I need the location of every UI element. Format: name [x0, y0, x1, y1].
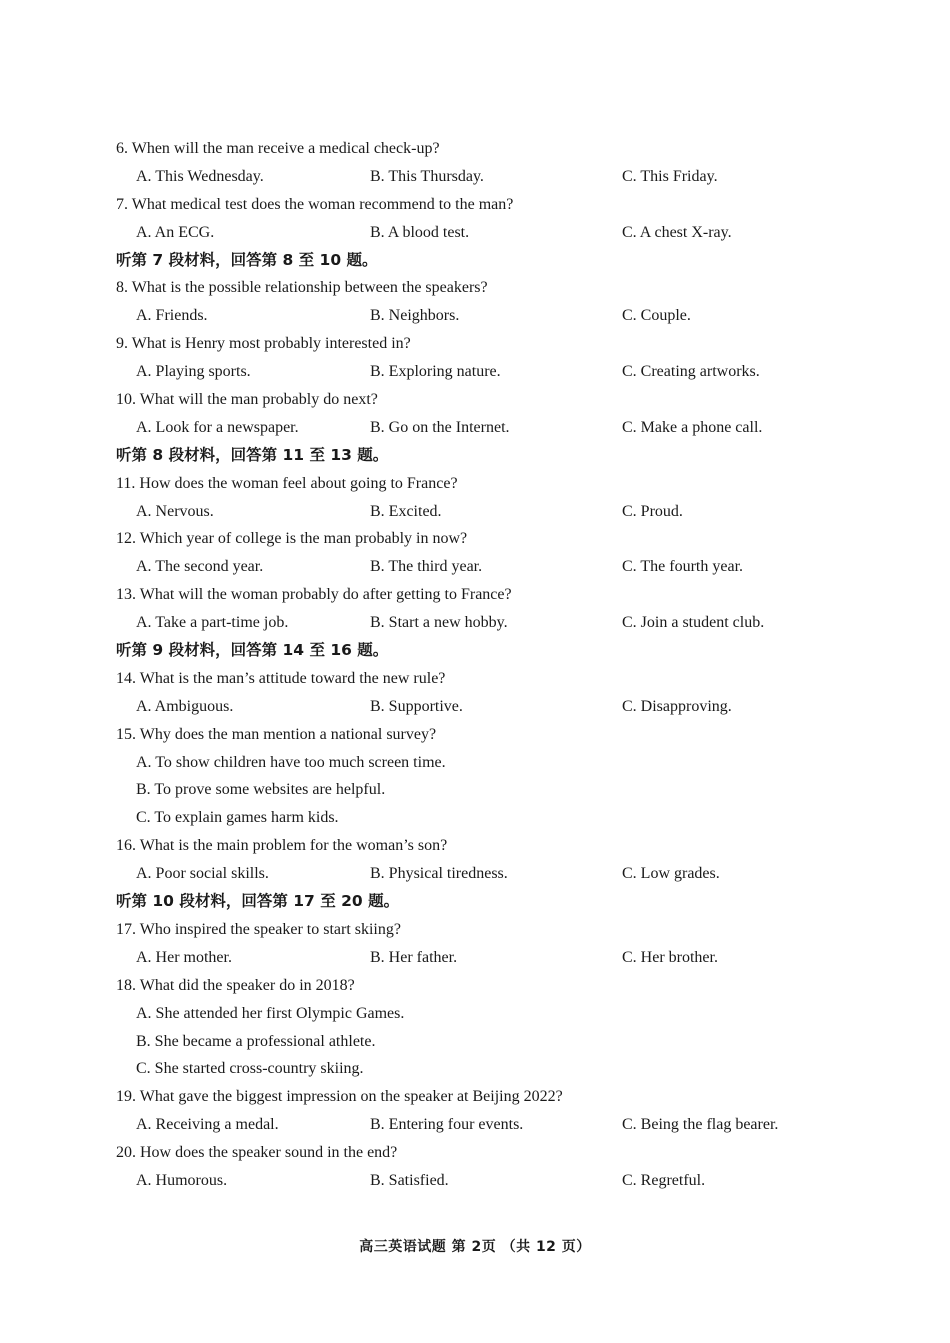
answer-option-a: A. Her mother. — [136, 948, 232, 966]
answer-option-b: B. This Thursday. — [370, 167, 484, 185]
answer-option-b: B. Go on the Internet. — [370, 418, 510, 436]
answer-option-a: A. Look for a newspaper. — [136, 418, 299, 436]
answer-option-a: A. An ECG. — [136, 223, 215, 241]
answer-options-row — [116, 860, 836, 888]
question-text: 7. What medical test does the woman recommend to the man? — [116, 195, 514, 213]
answer-options-row — [116, 414, 836, 442]
section-instruction: 听第 10 段材料，回答第 17 至 20 题。 — [116, 892, 400, 911]
answer-option-c: C. Regretful. — [622, 1171, 706, 1189]
answer-option-c: C. Creating artworks. — [622, 363, 760, 381]
answer-option-b: B. Start a new hobby. — [370, 614, 508, 632]
page-footer: 高三英语试题 第 2页 （共 12 页） — [359, 1239, 591, 1255]
answer-option-c: C. Disapproving. — [622, 697, 732, 715]
answer-option: B. She became a professional athlete. — [136, 1032, 376, 1050]
answer-option-c: C. A chest X-ray. — [622, 223, 732, 241]
answer-option-b: B. Physical tiredness. — [370, 865, 508, 883]
answer-options-row — [116, 358, 836, 386]
answer-option-a: A. Ambiguous. — [136, 697, 234, 715]
answer-option-a: A. Friends. — [136, 307, 208, 325]
answer-option-c: C. Being the flag bearer. — [622, 1116, 779, 1134]
answer-option: C. She started cross-country skiing. — [136, 1060, 364, 1078]
question-text: 10. What will the man probably do next? — [116, 391, 378, 409]
answer-option-b: B. Excited. — [370, 502, 442, 520]
answer-option-b: B. Neighbors. — [370, 307, 460, 325]
answer-option-c: C. The fourth year. — [622, 558, 744, 576]
answer-option-b: B. Entering four events. — [370, 1116, 524, 1134]
question-text: 8. What is the possible relationship between the speakers? — [116, 279, 488, 297]
question-text: 9. What is Henry most probably interested in? — [116, 335, 411, 353]
question-text: 6. When will the man receive a medical check-up? — [116, 140, 440, 157]
section-instruction: 听第 7 段材料，回答第 8 至 10 题。 — [116, 250, 378, 269]
question-text: 20. How does the speaker sound in the end? — [116, 1144, 398, 1162]
question-text: 13. What will the woman probably do after getting to France? — [116, 586, 512, 604]
answer-option-a: A. Take a part-time job. — [136, 614, 289, 632]
answer-options-row — [116, 553, 836, 581]
answer-option-c: C. Join a student club. — [622, 614, 765, 632]
question-text: 11. How does the woman feel about going to France? — [116, 474, 458, 492]
question-text: 15. Why does the man mention a national survey? — [116, 725, 437, 743]
question-text: 12. Which year of college is the man probably in now? — [116, 530, 468, 548]
answer-option-a: A. Receiving a medal. — [136, 1116, 279, 1134]
answer-options-row — [116, 944, 836, 972]
answer-options-row — [116, 609, 836, 637]
answer-option: C. To explain games harm kids. — [136, 809, 339, 827]
answer-options-row — [116, 302, 836, 330]
answer-option-a: A. Poor social skills. — [136, 865, 269, 883]
answer-option-c: C. This Friday. — [622, 167, 718, 185]
question-text: 16. What is the main problem for the woman’s son? — [116, 837, 448, 855]
answer-option: A. She attended her first Olympic Games. — [136, 1004, 405, 1022]
section-instruction: 听第 8 段材料，回答第 11 至 13 题。 — [116, 445, 389, 464]
question-text: 19. What gave the biggest impression on the speaker at Beijing 2022? — [116, 1088, 563, 1106]
answer-option-c: C. Low grades. — [622, 865, 720, 883]
question-text: 18. What did the speaker do in 2018? — [116, 976, 355, 994]
question-list — [116, 135, 836, 1195]
answer-option-a: A. The second year. — [136, 558, 264, 576]
section-instruction: 听第 9 段材料，回答第 14 至 16 题。 — [116, 641, 389, 660]
answer-option-c: C. Couple. — [622, 307, 691, 325]
answer-option: A. To show children have too much screen time. — [136, 753, 446, 771]
answer-options-row — [116, 693, 836, 721]
answer-options-row — [116, 498, 836, 526]
answer-options-row — [116, 1167, 836, 1195]
answer-option-a: A. Nervous. — [136, 502, 214, 520]
answer-option-b: B. Supportive. — [370, 697, 463, 715]
answer-option-a: A. Playing sports. — [136, 363, 251, 381]
answer-option: B. To prove some websites are helpful. — [136, 781, 386, 799]
answer-option-b: B. The third year. — [370, 558, 483, 576]
answer-option-b: B. A blood test. — [370, 223, 470, 241]
answer-options-row — [116, 163, 836, 191]
answer-option-b: B. Exploring nature. — [370, 363, 501, 381]
answer-option-a: A. This Wednesday. — [136, 167, 264, 185]
answer-option-a: A. Humorous. — [136, 1171, 228, 1189]
question-text: 17. Who inspired the speaker to start skiing? — [116, 920, 401, 938]
question-text: 14. What is the man’s attitude toward the new rule? — [116, 669, 446, 687]
answer-options-row — [116, 1111, 836, 1139]
answer-option-b: B. Her father. — [370, 948, 458, 966]
answer-options-row — [116, 219, 836, 247]
answer-option-b: B. Satisfied. — [370, 1171, 449, 1189]
answer-option-c: C. Proud. — [622, 502, 683, 520]
answer-option-c: C. Her brother. — [622, 948, 718, 966]
answer-option-c: C. Make a phone call. — [622, 418, 763, 436]
